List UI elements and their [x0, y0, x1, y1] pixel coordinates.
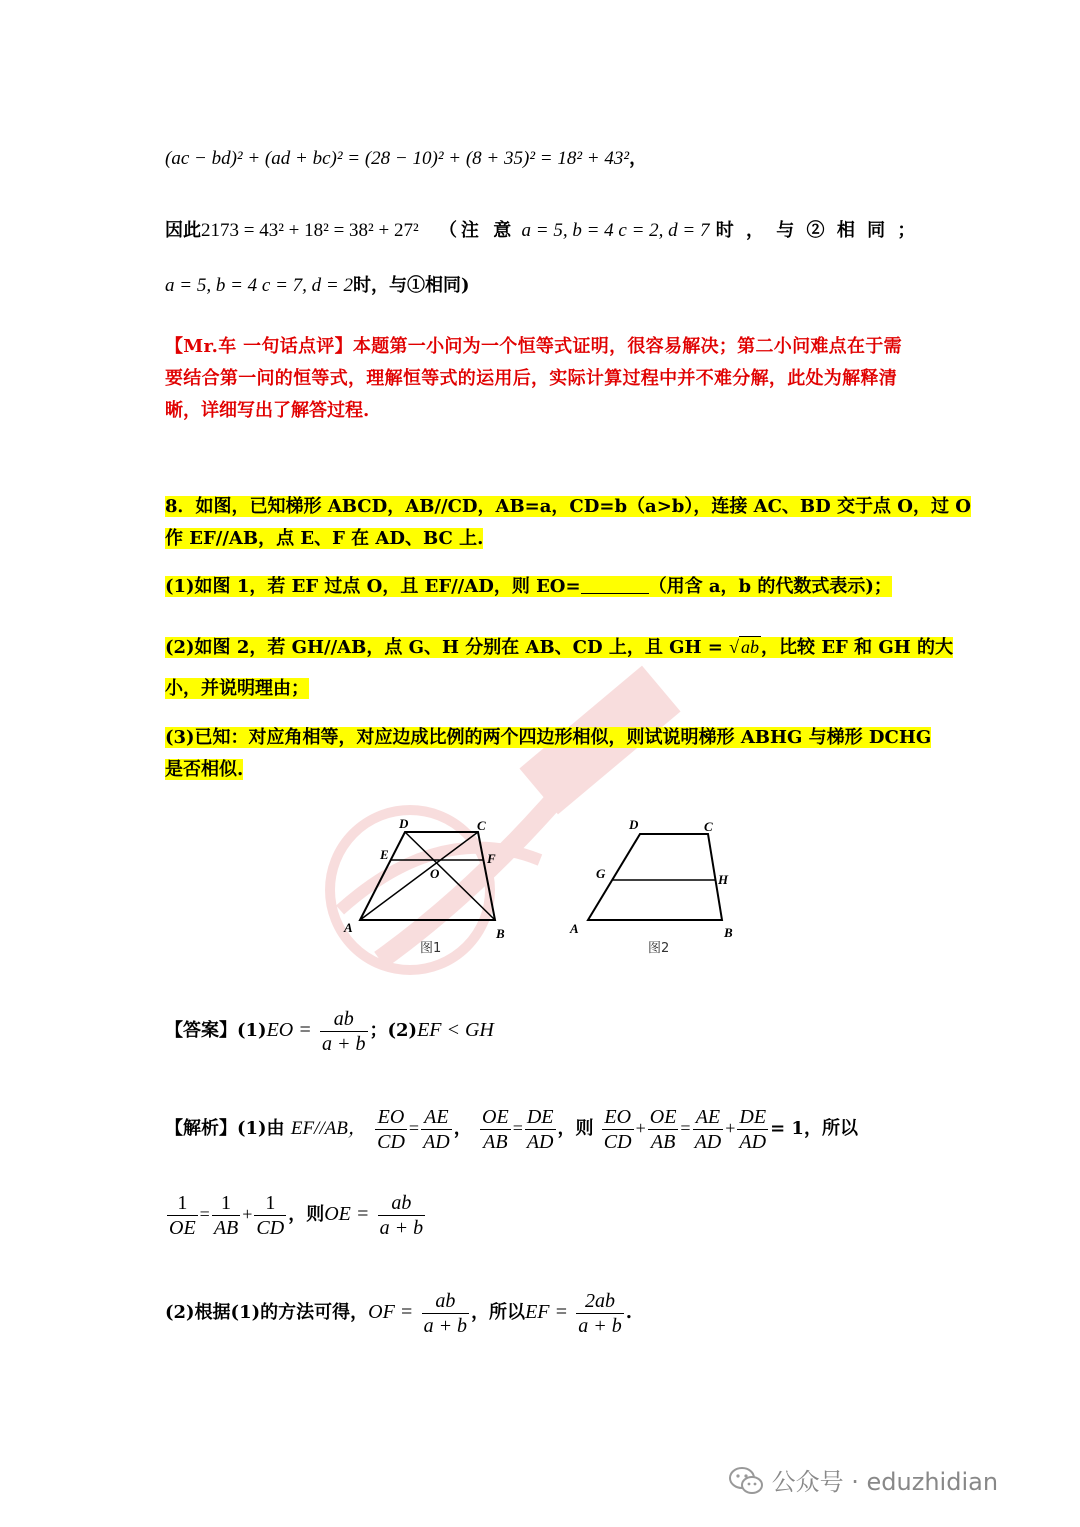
trapezoid-abcd — [360, 832, 495, 920]
note-text: 时 ， 与 ② 相 同 ； — [715, 220, 919, 241]
label-g: G — [596, 866, 606, 881]
question-3-text: (3)已知：对应角相等，对应边成比例的两个四边形相似，则试说明梯形 ABHG 与梯形 DCHG — [165, 727, 932, 748]
question-2-reason: 小，并说明理由； — [165, 678, 309, 699]
ef-equals: EF = — [525, 1301, 568, 1323]
answer-fraction: $\frac{ab}{a + b}$ — [322, 1007, 366, 1055]
answer-blank — [581, 575, 649, 594]
of-equals: OF = — [368, 1301, 414, 1323]
label-a: A — [344, 920, 353, 935]
identity-expression: (ac − bd)² + (ad + bc)² = (28 − 10)² + (8 + 35)² = 18² + 43² — [165, 148, 630, 169]
caption-fig2: 图2 — [648, 941, 670, 956]
frac-oe-ab-2: $\frac{OE}{AB}$ — [649, 1105, 677, 1153]
analysis-part-2 — [165, 1282, 632, 1343]
frac-oe-ab: $\frac{OE}{AB}$ — [482, 1105, 509, 1153]
question-3-end: 是否相似. — [165, 759, 244, 780]
part2-so: ，所以 — [471, 1302, 526, 1323]
wechat-icon — [728, 1466, 764, 1496]
part2-period: . — [625, 1302, 633, 1323]
question-2 — [165, 634, 953, 661]
comment-line-3: 晰，详细写出了解答过程. — [165, 400, 370, 421]
question-2-text: (2)如图 2，若 GH//AB，点 G、H 分别在 AB、CD 上，且 GH = — [165, 637, 730, 658]
frac-ef-result: $\frac{2ab}{a + b}$ — [578, 1289, 622, 1337]
answer-separator: ；(2) — [369, 1020, 418, 1041]
label-f: F — [487, 851, 496, 866]
question-1 — [165, 574, 892, 600]
problem-line-2 — [165, 526, 483, 552]
wechat-footer — [728, 1462, 1048, 1502]
problem-line-1 — [165, 494, 971, 520]
analysis-line-2: $\frac{1}{OE}$ = $\frac{1}{AB}$ + $\frac{1}{CD}$ ，则OE = $\frac{ab}{a + b}$ — [169, 1191, 424, 1239]
label-c: C — [477, 818, 486, 833]
question-3 — [165, 725, 931, 751]
label-a-2: A — [570, 921, 579, 936]
question-2-cont — [165, 676, 309, 702]
frac-de-ad: $\frac{DE}{AD}$ — [526, 1105, 554, 1153]
answer-line — [165, 1000, 494, 1061]
trapezoid-abcd-2 — [588, 834, 722, 920]
equation-line-1 — [165, 146, 647, 172]
problem-statement-cont: 作 EF//AB，点 E、F 在 AD、BC 上. — [165, 528, 484, 549]
sum-of-squares-expression: 2173 = 43² + 18² = 38² + 27² — [201, 220, 419, 241]
label-b: B — [496, 926, 505, 941]
answer-eo: EO = — [266, 1019, 312, 1041]
same-as-text: 时，与①相同) — [352, 275, 470, 296]
part2-label: (2)根据(1)的方法可得， — [165, 1302, 369, 1323]
frac-1-cd: $\frac{1}{CD}$ — [256, 1191, 285, 1239]
figure-2-trapezoid — [560, 810, 760, 960]
label-d: D — [399, 816, 409, 831]
label-d-2: D — [629, 817, 639, 832]
label-h: H — [718, 872, 729, 887]
label-e: E — [380, 847, 389, 862]
frac-eo-cd-2: $\frac{EO}{CD}$ — [603, 1105, 632, 1153]
label-b-2: B — [724, 925, 733, 940]
values-expression: a = 5, b = 4 c = 7, d = 2 — [165, 275, 353, 296]
analysis-line-1: 【解析】(1)由 EF//AB， $\frac{EO}{CD}$ = $\frac{AE}{AD}$ ， $\frac{OE}{AB}$ = $\frac{DE}{AD}$ ，则 $\frac{EO}{CD}$ + $\frac{OE}{AB}$ = $\frac{AE}{AD}$ + $\frac{DE}{AD}$ = 1，所以 — [165, 1105, 858, 1153]
equation-line-2 — [165, 218, 918, 244]
frac-de-ad-2: $\frac{DE}{AD}$ — [739, 1105, 767, 1153]
frac-of-result: $\frac{ab}{a + b}$ — [423, 1289, 468, 1337]
frac-1-oe: $\frac{1}{OE}$ — [169, 1191, 196, 1239]
label-c-2: C — [704, 819, 713, 834]
frac-oe-result: $\frac{ab}{a + b}$ — [379, 1191, 424, 1239]
oe-equals: OE = — [324, 1203, 370, 1225]
comment-line-1: 【Mr.车 一句话点评】本题第一小问为一个恒等式证明，很容易解决；第二小问难点在于需 — [165, 336, 902, 357]
analysis-then-2: ，则 — [288, 1204, 325, 1225]
problem-statement: 8．如图，已知梯形 ABCD，AB//CD，AB=a，CD=b（a>b），连接 AC、BD 交于点 O，过 O — [165, 496, 971, 517]
question-1-hint: （用含 a，b 的代数式表示)； — [648, 576, 892, 597]
sqrt-ab: √ ab — [729, 637, 760, 657]
question-1-text: (1)如图 1，若 EF 过点 O，且 EF//AD，则 EO= — [165, 576, 581, 597]
caption-fig1: 图1 — [420, 941, 442, 956]
frac-eo-cd: $\frac{EO}{CD}$ — [377, 1105, 405, 1153]
note-open: （注 意 — [438, 220, 516, 241]
frac-ae-ad-2: $\frac{AE}{AD}$ — [694, 1105, 722, 1153]
answer-label: 【答案】(1) — [165, 1020, 267, 1041]
figure-1-trapezoid — [330, 810, 530, 960]
analysis-label: 【解析】(1)由 — [165, 1118, 285, 1139]
analysis-then: ，则 — [557, 1118, 594, 1139]
footer-text: 公众号 · eduzhidian — [771, 1468, 999, 1496]
label-o: O — [430, 866, 440, 881]
comma: ， — [629, 148, 648, 169]
therefore-text: 因此 — [165, 220, 201, 241]
equals-one-text: = 1，所以 — [770, 1118, 858, 1139]
question-2-compare: ，比较 EF 和 GH 的大 — [761, 637, 953, 658]
frac-ae-ad: $\frac{AE}{AD}$ — [423, 1105, 450, 1153]
analysis-condition: EF//AB， — [290, 1118, 367, 1139]
equation-line-3 — [165, 273, 470, 299]
frac-1-ab: $\frac{1}{AB}$ — [213, 1191, 239, 1239]
comment-line-2: 要结合第一问的恒等式，理解恒等式的运用后，实际计算过程中并不难分解，此处为解释清 — [165, 368, 897, 389]
question-3-cont — [165, 757, 243, 783]
note-values: a = 5, b = 4 c = 2, d = 7 — [521, 220, 710, 241]
answer-comparison: EF < GH — [417, 1019, 494, 1041]
